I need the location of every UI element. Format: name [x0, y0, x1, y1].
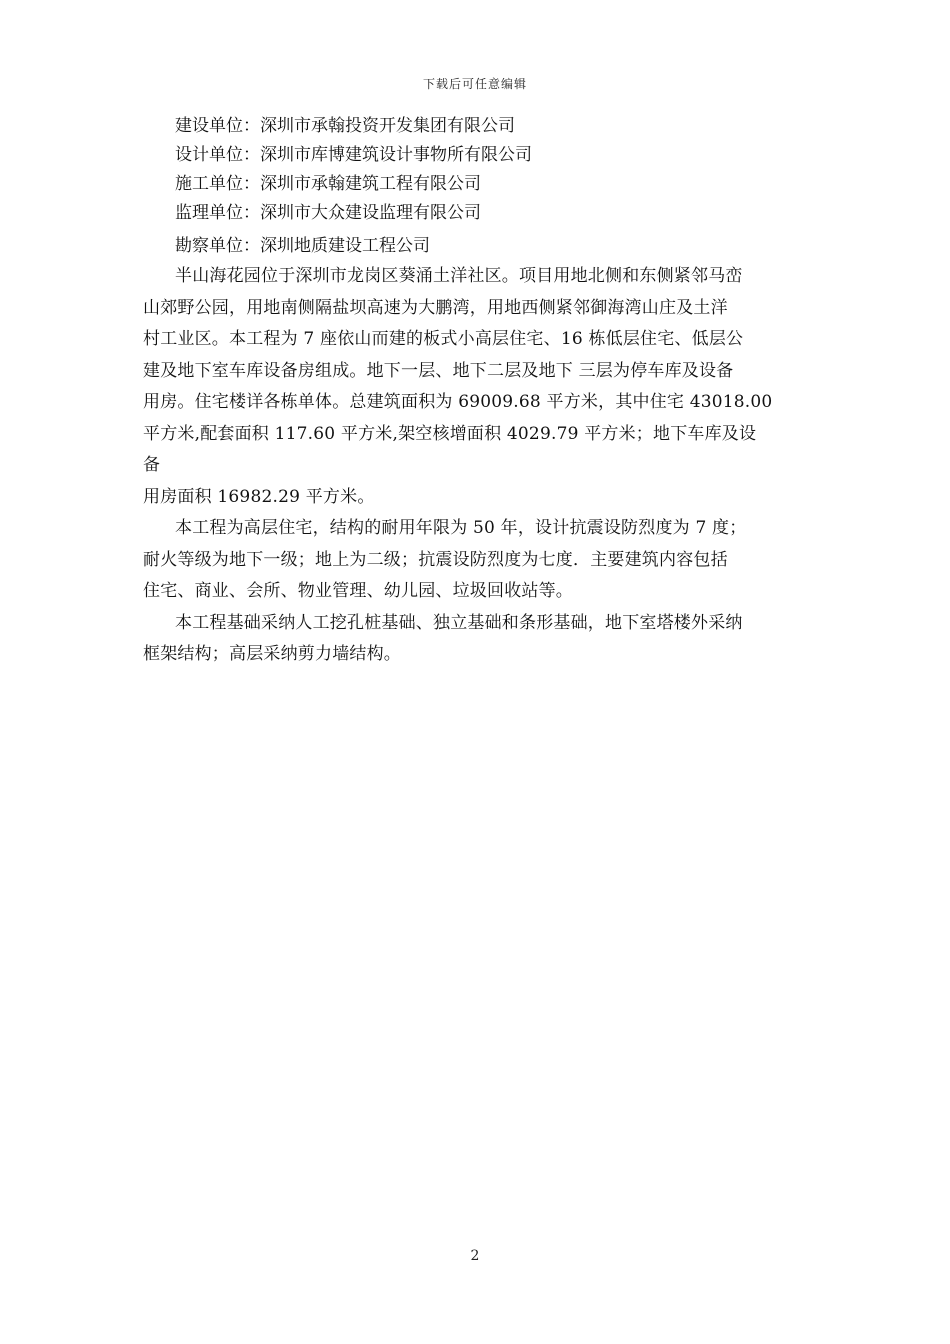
paragraph-line: 耐火等级为地下一级；地上为二级；抗震设防烈度为七度．主要建筑内容包括: [143, 549, 728, 570]
unit-label: 监理单位：: [175, 203, 260, 223]
unit-label: 建设单位：: [175, 116, 260, 136]
paragraph-line: 平方米,配套面积 117.60 平方米,架空核增面积 4029.79 平方米；地下车库及设: [143, 423, 757, 444]
paragraph-line: 用房。住宅楼详各栋单体。总建筑面积为 69009.68 平方米，其中住宅 43018.00: [143, 392, 773, 412]
supervision-unit: [143, 199, 811, 228]
paragraph-line: 山郊野公园，用地南侧隔盐坝高速为大鹏湾，用地西侧紧邻御海湾山庄及土洋: [143, 297, 728, 318]
unit-value: 深圳市大众建设监理有限公司: [260, 203, 481, 223]
project-overview-paragraph: [143, 261, 811, 513]
construction-unit: [143, 112, 811, 141]
unit-value: 深圳市承翰投资开发集团有限公司: [260, 116, 515, 136]
foundation-paragraph: [143, 608, 811, 671]
paragraph-line: 备: [143, 455, 161, 475]
page-number: 2: [470, 1248, 480, 1264]
design-unit: [143, 141, 811, 170]
builder-unit: [143, 170, 811, 199]
structure-spec-paragraph: [143, 513, 811, 608]
paragraph-line: 半山海花园位于深圳市龙岗区葵涌土洋社区。项目用地北侧和东侧紧邻马峦: [175, 266, 743, 286]
document-body: [143, 112, 811, 671]
survey-unit: [143, 231, 811, 261]
paragraph-line: 用房面积 16982.29 平方米。: [143, 486, 375, 507]
unit-value: 深圳市库博建筑设计事物所有限公司: [260, 145, 532, 165]
unit-label: 设计单位：: [175, 145, 260, 165]
unit-label: 施工单位：: [175, 174, 260, 194]
unit-label: 勘察单位：: [175, 236, 260, 256]
paragraph-line: 住宅、商业、会所、物业管理、幼儿园、垃圾回收站等。: [143, 581, 573, 601]
unit-value: 深圳市承翰建筑工程有限公司: [260, 174, 481, 194]
page-header: 下载后可任意编辑: [422, 77, 527, 91]
paragraph-line: 本工程基础采纳人工挖孔桩基础、独立基础和条形基础，地下室塔楼外采纳: [175, 612, 743, 633]
paragraph-line: 本工程为高层住宅，结构的耐用年限为 50 年，设计抗震设防烈度为 7 度；: [175, 518, 747, 538]
unit-value: 深圳地质建设工程公司: [260, 236, 430, 256]
paragraph-line: 村工业区。本工程为 7 座依山而建的板式小高层住宅、16 栋低层住宅、低层公: [143, 329, 744, 349]
paragraph-line: 建及地下室车库设备房组成。地下一层、地下二层及地下 三层为停车库及设备: [143, 360, 734, 381]
paragraph-line: 框架结构；高层采纳剪力墙结构。: [143, 644, 401, 664]
